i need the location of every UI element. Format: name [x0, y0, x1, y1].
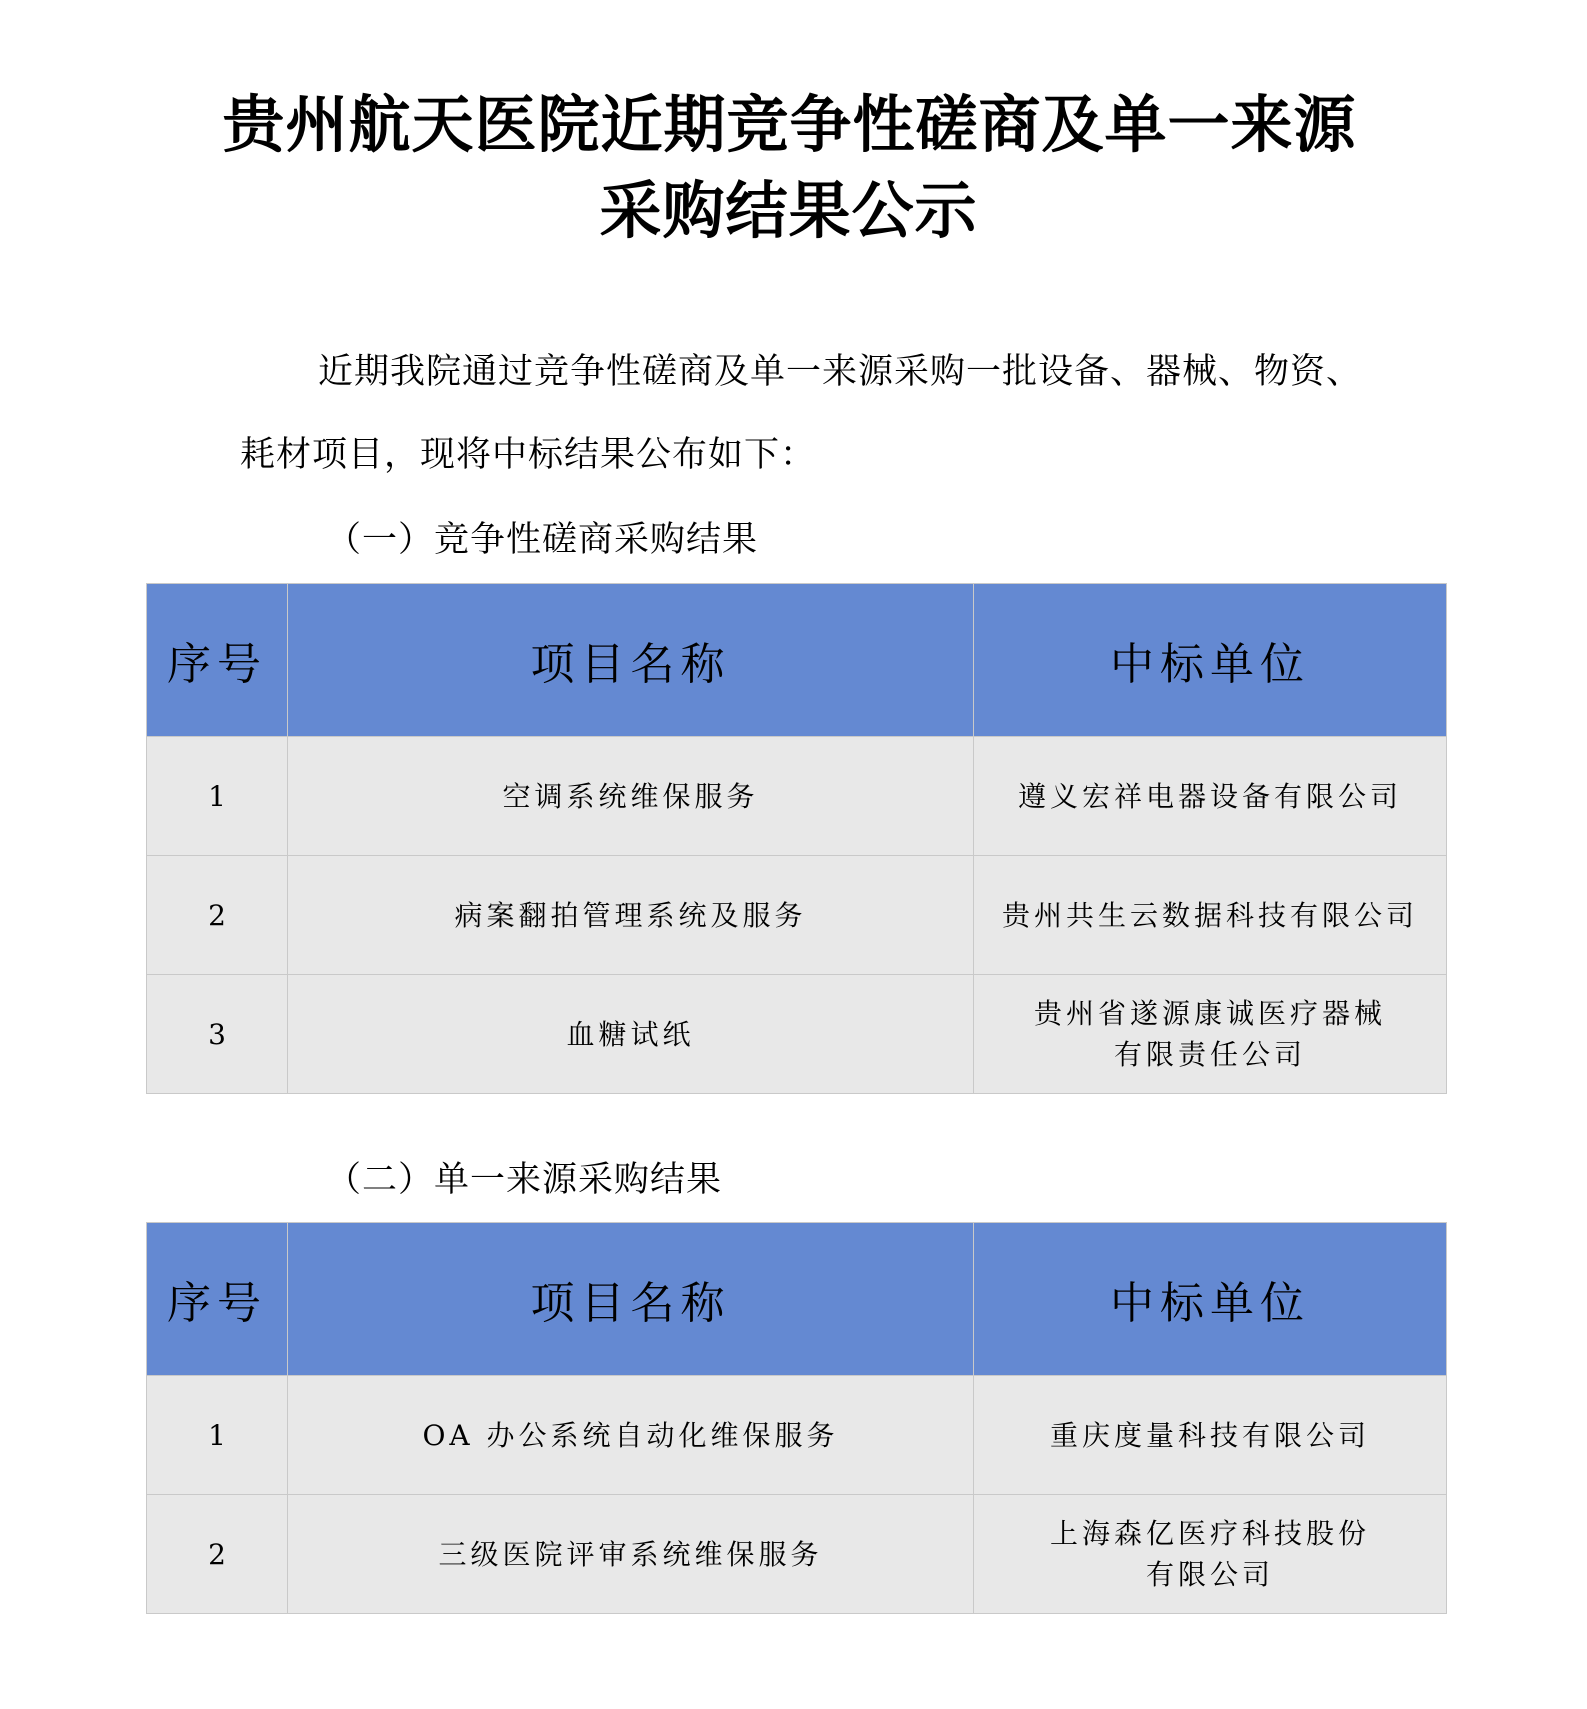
cell-project-name: 病案翻拍管理系统及服务 — [288, 856, 974, 975]
table-row — [147, 856, 1447, 975]
table-header-row — [147, 584, 1447, 737]
table-row — [147, 975, 1447, 1094]
cell-serial-number: 2 — [147, 1495, 288, 1614]
cell-winning-bidder — [974, 856, 1447, 975]
cell-winning-bidder — [974, 1495, 1447, 1614]
header-winning-bidder: 中标单位 — [974, 584, 1447, 737]
header-serial-number: 序号 — [147, 1223, 288, 1376]
header-project-name: 项目名称 — [288, 1223, 974, 1376]
header-project-name: 项目名称 — [288, 584, 974, 737]
table-row — [147, 737, 1447, 856]
cell-serial-number: 1 — [147, 737, 288, 856]
table-row — [147, 1495, 1447, 1614]
cell-project-name: 血糖试纸 — [288, 975, 974, 1094]
cell-project-name: OA 办公系统自动化维保服务 — [288, 1376, 974, 1495]
section-heading-single-source: （二）单一来源采购结果 — [326, 1160, 723, 1200]
page-title-line-2: 采购结果公示 — [599, 174, 978, 247]
winning-bidder-line-1: 遵义宏祥电器设备有限公司 — [1017, 779, 1402, 813]
cell-serial-number: 2 — [147, 856, 288, 975]
header-winning-bidder: 中标单位 — [974, 1223, 1447, 1376]
page-title-line-1: 贵州航天医院近期竞争性磋商及单一来源 — [222, 88, 1357, 161]
intro-paragraph-line-2: 耗材项目，现将中标结果公布如下： — [240, 435, 817, 475]
competitive-negotiation-results-table — [146, 583, 1447, 1094]
table-header-row — [147, 1223, 1447, 1376]
cell-winning-bidder — [974, 737, 1447, 856]
winning-bidder-line-1: 上海森亿医疗科技股份 — [1049, 1517, 1370, 1550]
cell-project-name: 空调系统维保服务 — [288, 737, 974, 856]
cell-winning-bidder — [974, 1376, 1447, 1495]
intro-paragraph-line-1: 近期我院通过竞争性磋商及单一来源采购一批设备、器械、物资、 — [318, 352, 1363, 392]
cell-serial-number: 1 — [147, 1376, 288, 1495]
winning-bidder-line-2: 有限责任公司 — [1113, 1038, 1306, 1071]
table-row — [147, 1376, 1447, 1495]
winning-bidder-line-1: 重庆度量科技有限公司 — [1049, 1418, 1370, 1452]
section-heading-competitive-negotiation: （一）竞争性磋商采购结果 — [326, 520, 759, 560]
cell-project-name: 三级医院评审系统维保服务 — [288, 1495, 974, 1614]
winning-bidder-line-1: 贵州省遂源康诚医疗器械 — [1033, 997, 1386, 1030]
winning-bidder-line-2: 有限公司 — [1145, 1558, 1274, 1591]
cell-winning-bidder — [974, 975, 1447, 1094]
winning-bidder-line-1: 贵州共生云数据科技有限公司 — [1001, 898, 1418, 932]
header-serial-number: 序号 — [147, 584, 288, 737]
single-source-results-table — [146, 1222, 1447, 1614]
cell-serial-number: 3 — [147, 975, 288, 1094]
